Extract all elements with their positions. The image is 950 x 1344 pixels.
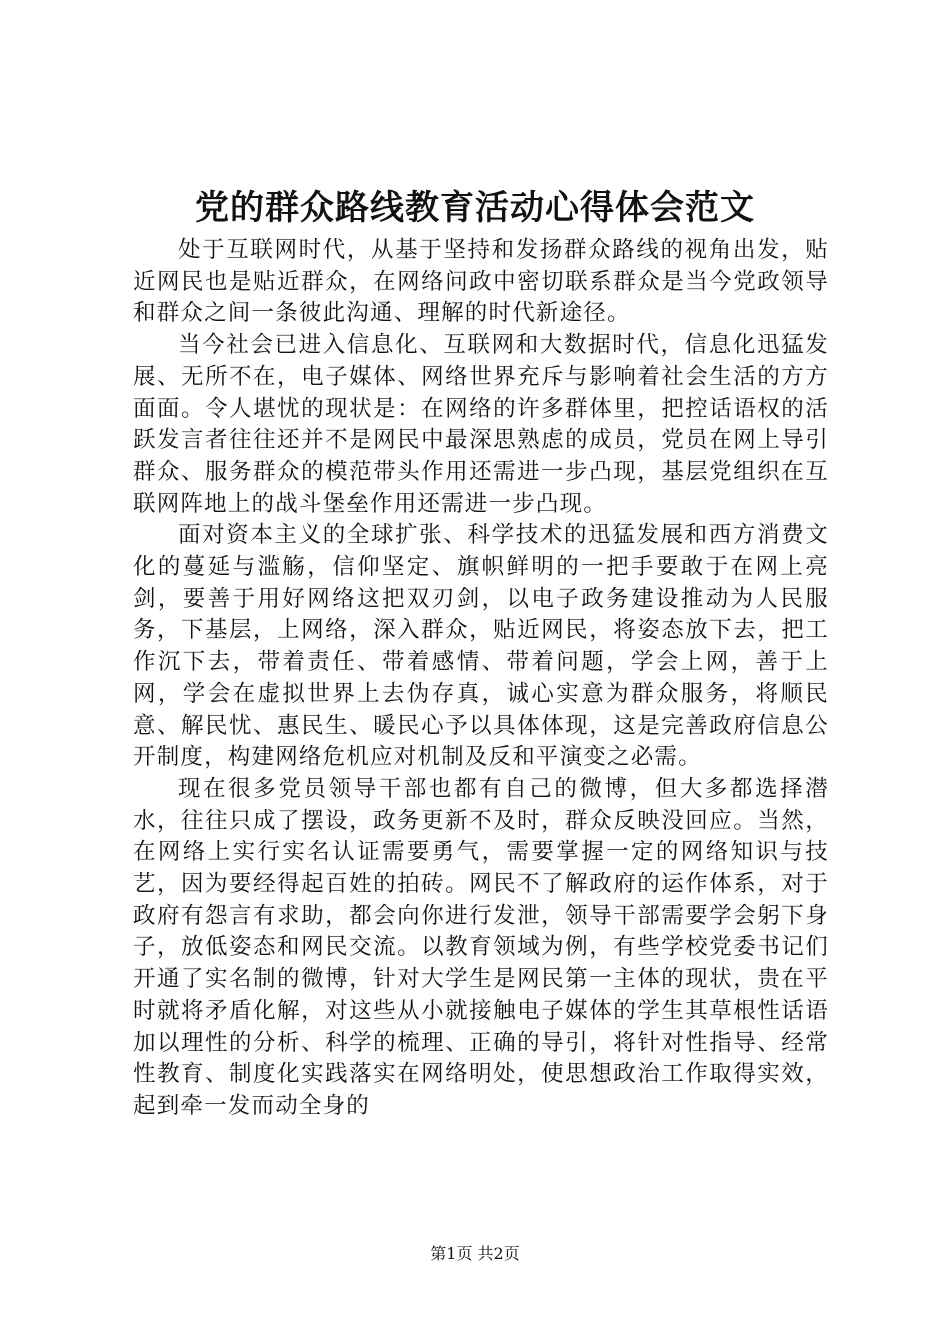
paragraph: 现在很多党员领导干部也都有自己的微博，但大多都选择潜水，往往只成了摆设，政务更新不及时，群众反映没回应。当然，在网络上实行实名认证需要勇气，需要掌握一定的网络知识与技艺，因为要经得起百姓的拍砖。网民不了解政府的运作体系，对于政府有怨言有求助，都会向你进行发泄，领导干部需要学会躬下身子，放低姿态和网民交流。以教育领域为例，有些学校党委书记们开通了实名制的微博，针对大学生是网民第一主体的现状，贵在平时就将矛盾化解，对这些从小就接触电子媒体的学生其草根性话语加以理性的分析、科学的梳理、正确的导引，将针对性指导、经常性教育、制度化实践落实在网络明处，使思想政治工作取得实效，起到牵一发而动全身的	[133, 775, 829, 1119]
page-number-footer: 第1页 共2页	[430, 1244, 520, 1263]
document-title: 党的群众路线教育活动心得体会范文	[195, 188, 755, 228]
paragraph: 处于互联网时代，从基于坚持和发扬群众路线的视角出发，贴近网民也是贴近群众，在网络问政中密切联系群众是当今党政领导和群众之间一条彼此沟通、理解的时代新途径。	[133, 237, 829, 327]
paragraph: 当今社会已进入信息化、互联网和大数据时代，信息化迅猛发展、无所不在，电子媒体、网络世界充斥与影响着社会生活的方方面面。令人堪忧的现状是：在网络的许多群体里，把控话语权的活跃发言者往往还并不是网民中最深思熟虑的成员，党员在网上导引群众、服务群众的模范带头作用还需进一步凸现，基层党组织在互联网阵地上的战斗堡垒作用还需进一步凸现。	[133, 332, 829, 517]
paragraph: 面对资本主义的全球扩张、科学技术的迅猛发展和西方消费文化的蔓延与滥觞，信仰坚定、旗帜鲜明的一把手要敢于在网上亮剑，要善于用好网络这把双刃剑，以电子政务建设推动为人民服务，下基层，上网络，深入群众，贴近网民，将姿态放下去，把工作沉下去，带着责任、带着感情、带着问题，学会上网，善于上网，学会在虚拟世界上去伪存真，诚心实意为群众服务，将顺民意、解民忧、惠民生、暖民心予以具体体现，这是完善政府信息公开制度，构建网络危机应对机制及反和平演变之必需。	[133, 522, 829, 771]
document-body	[133, 235, 829, 1123]
